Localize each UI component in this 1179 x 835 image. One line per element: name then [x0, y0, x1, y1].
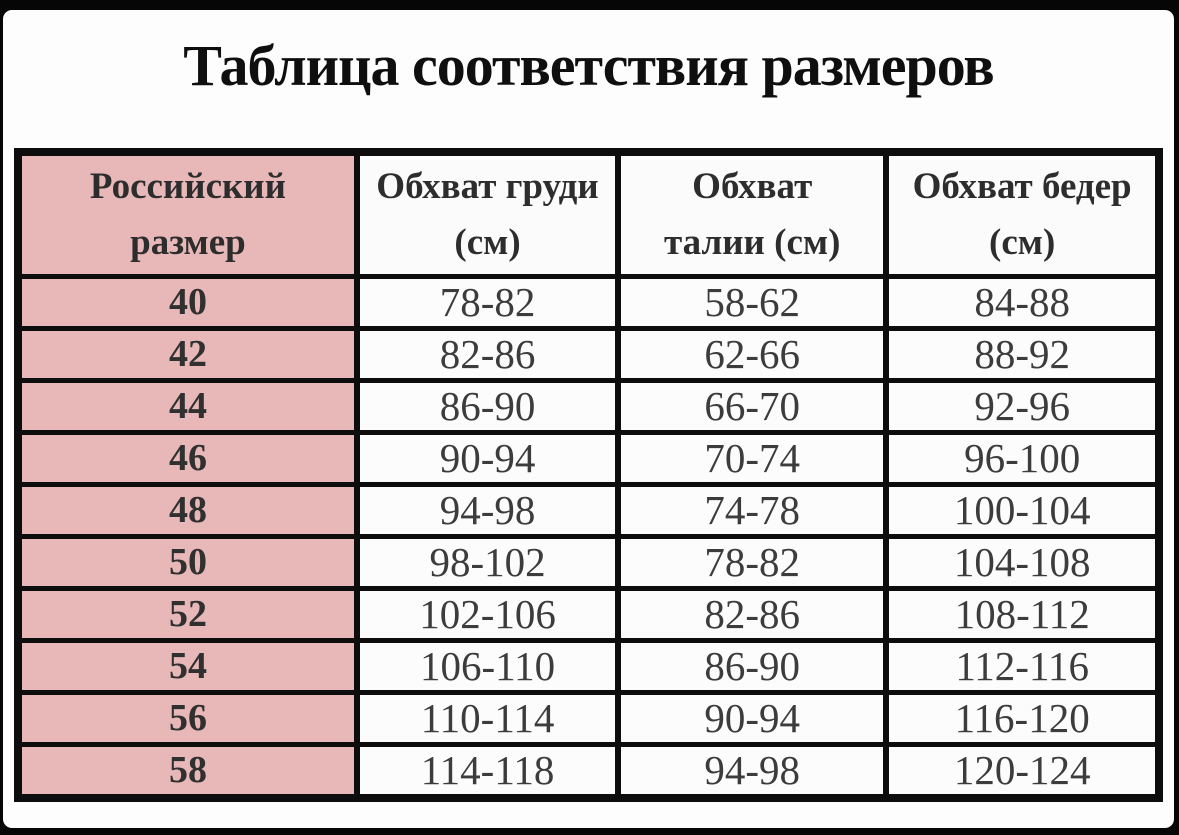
header-waist — [618, 152, 886, 277]
header-row — [18, 152, 1159, 277]
measurement-cell: 98-102 — [357, 536, 618, 588]
measurement-cell: 86-90 — [618, 640, 886, 692]
russian-size-cell: 48 — [18, 484, 357, 536]
table-row — [18, 692, 1159, 744]
measurement-cell: 82-86 — [357, 328, 618, 380]
table-row — [18, 380, 1159, 432]
page-title: Таблица соответствия размеров — [183, 33, 994, 98]
header-hips — [886, 152, 1159, 277]
table-row — [18, 276, 1159, 328]
russian-size-cell: 42 — [18, 328, 357, 380]
header-line: Российский — [89, 166, 286, 208]
header-line: Обхват — [692, 166, 813, 208]
table-header — [18, 152, 1159, 277]
russian-size-cell: 44 — [18, 380, 357, 432]
measurement-cell: 90-94 — [618, 692, 886, 744]
measurement-cell: 66-70 — [618, 380, 886, 432]
measurement-cell: 82-86 — [618, 588, 886, 640]
header-line: размер — [130, 221, 246, 263]
header-line: талии (см) — [664, 221, 841, 263]
measurement-cell: 112-116 — [886, 640, 1159, 692]
measurement-cell: 74-78 — [618, 484, 886, 536]
table-row — [18, 588, 1159, 640]
measurement-cell: 102-106 — [357, 588, 618, 640]
table-row — [18, 536, 1159, 588]
russian-size-cell: 54 — [18, 640, 357, 692]
measurement-cell: 100-104 — [886, 484, 1159, 536]
measurement-cell: 78-82 — [357, 276, 618, 328]
measurement-cell: 114-118 — [357, 744, 618, 798]
page — [3, 10, 1174, 828]
measurement-cell: 70-74 — [618, 432, 886, 484]
measurement-cell: 58-62 — [618, 276, 886, 328]
table-row — [18, 328, 1159, 380]
measurement-cell: 90-94 — [357, 432, 618, 484]
table-row — [18, 640, 1159, 692]
measurement-cell: 88-92 — [886, 328, 1159, 380]
russian-size-cell: 40 — [18, 276, 357, 328]
header-line: Обхват груди — [376, 166, 599, 208]
measurement-cell: 92-96 — [886, 380, 1159, 432]
russian-size-cell: 46 — [18, 432, 357, 484]
table-row — [18, 432, 1159, 484]
measurement-cell: 94-98 — [357, 484, 618, 536]
size-table — [14, 148, 1163, 802]
russian-size-cell: 50 — [18, 536, 357, 588]
header-chest — [357, 152, 618, 277]
russian-size-cell: 56 — [18, 692, 357, 744]
measurement-cell: 84-88 — [886, 276, 1159, 328]
header-line: (см) — [454, 221, 521, 263]
measurement-cell: 120-124 — [886, 744, 1159, 798]
russian-size-cell: 52 — [18, 588, 357, 640]
measurement-cell: 78-82 — [618, 536, 886, 588]
size-table-body — [18, 276, 1159, 798]
measurement-cell: 104-108 — [886, 536, 1159, 588]
measurement-cell: 62-66 — [618, 328, 886, 380]
header-line: (см) — [989, 221, 1056, 263]
measurement-cell: 110-114 — [357, 692, 618, 744]
table-row — [18, 484, 1159, 536]
measurement-cell: 108-112 — [886, 588, 1159, 640]
measurement-cell: 96-100 — [886, 432, 1159, 484]
header-russian-size — [18, 152, 357, 277]
measurement-cell: 86-90 — [357, 380, 618, 432]
measurement-cell: 116-120 — [886, 692, 1159, 744]
measurement-cell: 106-110 — [357, 640, 618, 692]
measurement-cell: 94-98 — [618, 744, 886, 798]
table-row — [18, 744, 1159, 798]
russian-size-cell: 58 — [18, 744, 357, 798]
header-line: Обхват бедер — [912, 166, 1132, 208]
